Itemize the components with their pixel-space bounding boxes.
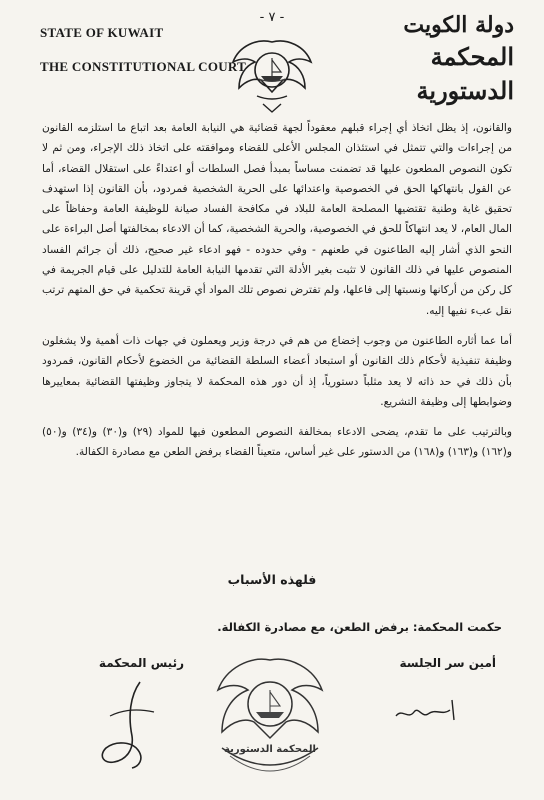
header-court-en: THE CONSTITUTIONAL COURT — [40, 59, 247, 74]
kuwait-emblem-icon — [227, 32, 317, 116]
page-number: - ٧ - — [259, 10, 285, 25]
paragraph-2: أما عما أثاره الطاعنون من وجوب إخضاع من هم في درجة وزير ويعملون في جهات ذات أهمية ولا يشغلون وظيفة تنفيذية لأحكام ذلك القانون أو استبعاد أعضاء السلطة القضائية من الخضوع لأحكام القانون، فمردود بأن ذلك في حد ذاته لا يعد مثلباً دستورياً، إذ أن دور هذه المحكمة لا يتجاوز وظيفتها القضائية بمعاييرها وضوابطها إلى وظيفة التشريع. — [42, 334, 512, 408]
header-court-ar: المحكمة الدستورية — [416, 42, 514, 105]
reasons-heading: فلهذه الأسباب — [227, 572, 317, 587]
judgment-body — [42, 118, 512, 463]
header-state-ar: دولة الكويت — [403, 12, 514, 38]
court-seal-icon — [200, 652, 340, 792]
header-english — [40, 16, 247, 84]
secretary-signature-icon — [392, 690, 462, 730]
paragraph-3: وبالترتيب على ما تقدم، يضحى الادعاء بمخالفة النصوص المطعون فيها للمواد (٢٩) و(٣٠) و(٣٤) و(٥٠) و(١٦٢) و(١٦٣) و(١٦٨) من الدستور على غير أساس، متعيناً القضاء برفض الطعن مع مصادرة الكفالة. — [42, 426, 513, 459]
header-arabic — [334, 10, 514, 108]
court-seal-text: المحكمة الدستورية — [224, 744, 316, 755]
header-state-en: STATE OF KUWAIT — [40, 25, 164, 40]
president-signature-icon — [70, 676, 180, 772]
ruling-text: حكمت المحكمة: برفض الطعن، مع مصادرة الكفالة. — [217, 620, 502, 634]
paragraph-1: والقانون، إذ يظل اتخاذ أي إجراء قبلهم معقوداً لجهة قضائية هي النيابة العامة بعد اتباع ما استلزمه القانون من إجراءات والتي تتمثل في استئذان المجلس الأعلى للقضاء وموافقته على اتخاذ ذلك الإجراء، ومن ثم لا تكون النصوص المطعون عليها قد تضمنت مساساً بمبدأ فصل السلطات أو اعتداءً على استقلال القضاء، أما عن القول بانتهاكها الحق في الخصوصية واعتدائها على الحرية الشخصية فمردود، بأن القانون إذا استهدف تحقيق غاية وطنية تقتضيها المصلحة العامة للبلاد في مكافحة الفساد صيانة للوظيفة العامة وحفاظاً على المال العام، لا يعد انتهاكاً للحق في الخصوصية، والحرية الشخصية، كما أن الادعاء بمخالفتها أصل البراءة على النحو الذي أشار إليه الطاعنون في طعنهم - وفي حدوده - فهو ادعاء غير صحيح، ذلك أن جرائم الفساد المنصوص عليها في ذلك القانون لا تثبت بغير الأدلة التي تقدمها النيابة العامة للتدليل على قيام الجريمة في كل ركن من أركانها ونسبتها إلى فاعلها، ولم تفترض نصوص تلك المواد أي قرينة تحكمية في حق المتهم ترتب نقل عبء نفيها إليه. — [42, 122, 512, 317]
secretary-title: أمين سر الجلسة — [399, 656, 496, 670]
president-title: رئيس المحكمة — [98, 656, 184, 670]
